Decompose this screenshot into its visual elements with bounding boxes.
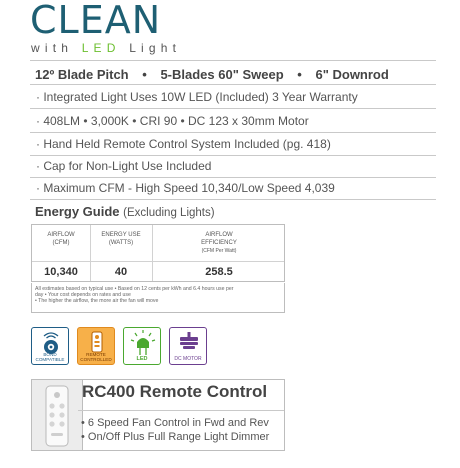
energy-guide-heading: Energy Guide [35,204,120,219]
product-subtitle [31,41,181,55]
value-efficiency: 258.5 [205,266,233,278]
badge-text: BOND [43,352,57,357]
value-airflow: 10,340 [44,266,78,278]
header-energy-label: ENERGY USE [101,232,141,238]
feature-item: · Maximum CFM - High Speed 10,340/Low Speed 4,039 [36,181,335,195]
feature-divider [30,132,436,133]
header-efficiency [152,225,286,261]
spec-line [35,67,389,82]
header-energy-unit: (WATTS) [108,240,134,246]
bond-badge-label [32,352,68,362]
spec-separator: • [297,67,302,82]
energy-guide-title [35,204,215,219]
led-badge-label: LED [136,356,148,362]
energy-footnote [31,283,285,313]
remote-controlled-badge [77,327,115,365]
badge-text: CONTROLLED [80,357,112,362]
dc-motor-icon [170,328,208,356]
feature-item: · 408LM • 3,000K • CRI 90 • DC 123 x 30mm Motor [36,114,309,128]
dc-motor-badge [169,327,207,365]
energy-table [31,224,285,282]
led-badge [123,327,161,365]
header-efficiency-label2: EFFICIENCY [201,240,237,246]
subtitle-led: LED [81,41,121,55]
spec-blades: 5-Blades 60" Sweep [160,67,284,82]
header-energy-use [90,225,152,261]
spec-downrod: 6" Downrod [315,67,389,82]
remote-title: RC400 Remote Control [82,382,268,401]
header-divider [30,60,436,61]
bond-compatible-badge [31,327,69,365]
remote-divider [78,410,284,411]
header-efficiency-label: AIRFLOW [205,232,233,238]
value-energy-use: 40 [114,266,128,278]
subtitle-light: Light [129,41,182,55]
footnote-line: • The higher the airflow, the more air the fan will move [35,298,159,304]
remote-feature: • 6 Speed Fan Control in Fwd and Rev [81,417,269,429]
remote-image-icon [32,380,82,450]
remote-photo [32,380,83,450]
feature-divider [30,155,436,156]
feature-divider [30,199,436,200]
led-bulb-icon [124,328,162,358]
dc-motor-badge-label: DC MOTOR [174,356,202,362]
spec-divider [30,84,436,85]
header-efficiency-unit: (CFM Per Watt) [201,248,237,254]
feature-item: · Cap for Non-Light Use Included [36,159,212,173]
subtitle-with: with [31,41,74,55]
header-airflow [32,225,90,261]
spec-separator: • [142,67,147,82]
feature-item: · Integrated Light Uses 10W LED (Included) 3 Year Warranty [36,90,358,104]
header-airflow-unit: (CFM) [52,240,70,246]
feature-item: · Hand Held Remote Control System Included (pg. 418) [36,137,331,151]
header-airflow-label: AIRFLOW [47,232,75,238]
badge-text: COMPATIBLE [35,357,65,362]
feature-divider [30,108,436,109]
remote-badge-label [78,352,114,362]
badge-text: REMOTE [86,352,106,357]
product-title: CLEAN [30,0,162,42]
energy-guide-qualifier: (Excluding Lights) [123,207,215,219]
footnote-line: All estimates based on typical use • Based on 12 cents per kWh and 6.4 hours use per [35,286,234,292]
remote-feature: • On/Off Plus Full Range Light Dimmer [81,431,270,443]
spec-pitch: 12º Blade Pitch [35,67,129,82]
feature-divider [30,177,436,178]
footnote-line: day • Your cost depends on rates and use [35,292,131,298]
table-divider [32,261,284,262]
